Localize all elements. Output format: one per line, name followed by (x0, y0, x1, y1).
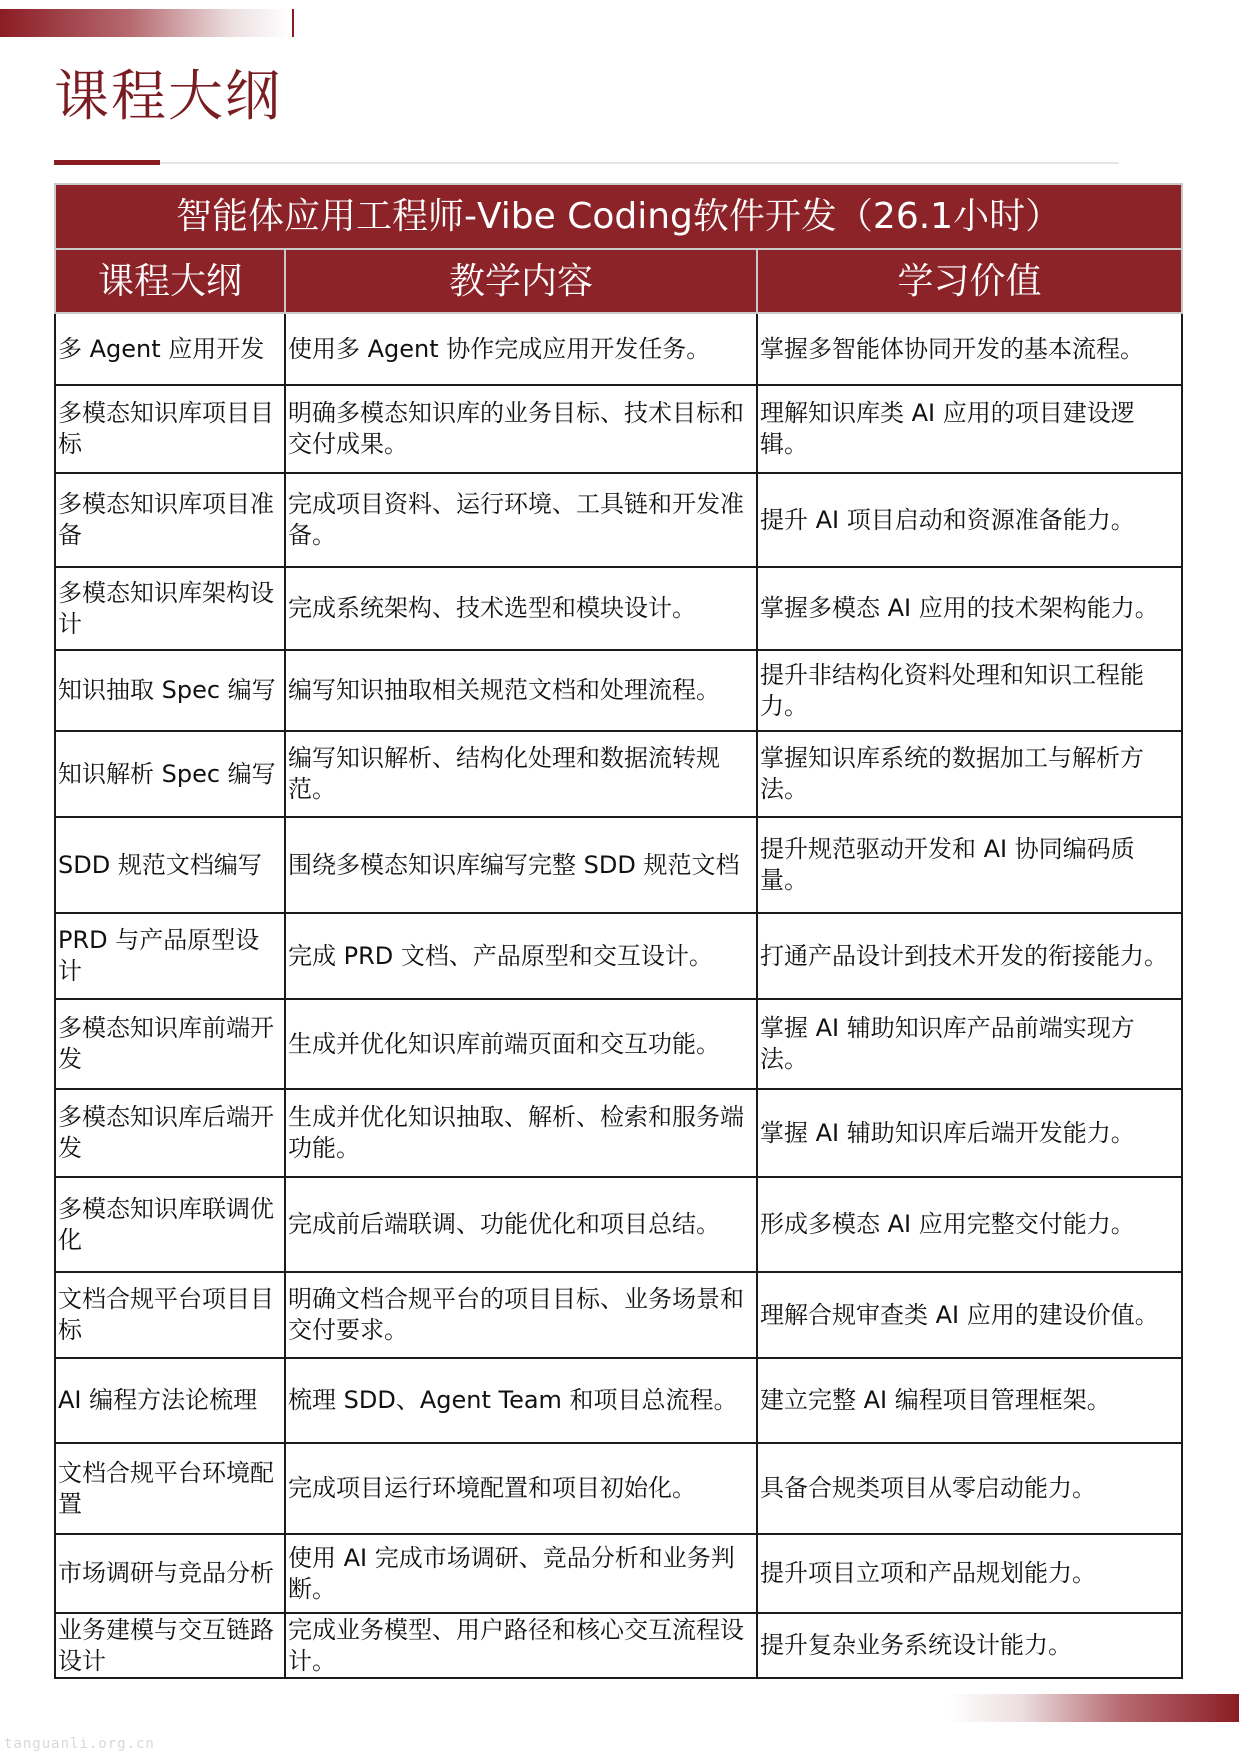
content-cell: 完成前后端联调、功能优化和项目总结。 (285, 1177, 757, 1272)
content-cell: 明确多模态知识库的业务目标、技术目标和交付成果。 (285, 385, 757, 473)
value-cell: 建立完整 AI 编程项目管理框架。 (757, 1358, 1182, 1443)
value-cell: 掌握多模态 AI 应用的技术架构能力。 (757, 567, 1182, 650)
content-cell: 编写知识解析、结构化处理和数据流转规范。 (285, 731, 757, 817)
table-row (55, 650, 1182, 731)
column-header-outline: 课程大纲 (55, 249, 285, 313)
value-cell: 打通产品设计到技术开发的衔接能力。 (757, 913, 1182, 999)
value-cell: 提升项目立项和产品规划能力。 (757, 1534, 1182, 1613)
outline-cell: 多模态知识库后端开发 (55, 1089, 285, 1177)
value-cell: 具备合规类项目从零启动能力。 (757, 1443, 1182, 1534)
table-row (55, 1534, 1182, 1613)
value-cell: 理解知识库类 AI 应用的项目建设逻辑。 (757, 385, 1182, 473)
header-decoration-bar (0, 9, 290, 37)
value-cell: 掌握多智能体协同开发的基本流程。 (757, 313, 1182, 385)
content-cell: 梳理 SDD、Agent Team 和项目总流程。 (285, 1358, 757, 1443)
table-row (55, 1613, 1182, 1678)
page-title: 课程大纲 (54, 64, 283, 128)
table-row (55, 473, 1182, 567)
table-row (55, 1358, 1182, 1443)
value-cell: 提升 AI 项目启动和资源准备能力。 (757, 473, 1182, 567)
table-row (55, 731, 1182, 817)
value-cell: 形成多模态 AI 应用完整交付能力。 (757, 1177, 1182, 1272)
outline-cell: 多模态知识库项目目标 (55, 385, 285, 473)
outline-cell: 知识解析 Spec 编写 (55, 731, 285, 817)
value-cell: 掌握 AI 辅助知识库产品前端实现方法。 (757, 999, 1182, 1089)
value-cell: 提升复杂业务系统设计能力。 (757, 1613, 1182, 1678)
content-cell: 完成系统架构、技术选型和模块设计。 (285, 567, 757, 650)
outline-cell: 多 Agent 应用开发 (55, 313, 285, 385)
table-row (55, 567, 1182, 650)
table-row (55, 1443, 1182, 1534)
outline-cell: 市场调研与竞品分析 (55, 1534, 285, 1613)
content-cell: 编写知识抽取相关规范文档和处理流程。 (285, 650, 757, 731)
column-header-content: 教学内容 (285, 249, 757, 313)
content-cell: 围绕多模态知识库编写完整 SDD 规范文档 (285, 817, 757, 913)
outline-cell: 多模态知识库前端开发 (55, 999, 285, 1089)
title-divider (54, 162, 1119, 164)
content-cell: 完成 PRD 文档、产品原型和交互设计。 (285, 913, 757, 999)
outline-cell: 知识抽取 Spec 编写 (55, 650, 285, 731)
table-row (55, 1272, 1182, 1358)
table-row (55, 385, 1182, 473)
value-cell: 提升规范驱动开发和 AI 协同编码质量。 (757, 817, 1182, 913)
title-divider-accent (54, 160, 160, 165)
content-cell: 完成项目资料、运行环境、工具链和开发准备。 (285, 473, 757, 567)
table-row (55, 313, 1182, 385)
outline-cell: SDD 规范文档编写 (55, 817, 285, 913)
content-cell: 完成项目运行环境配置和项目初始化。 (285, 1443, 757, 1534)
table-header-row (55, 249, 1182, 313)
value-cell: 掌握 AI 辅助知识库后端开发能力。 (757, 1089, 1182, 1177)
value-cell: 掌握知识库系统的数据加工与解析方法。 (757, 731, 1182, 817)
course-outline-table (54, 183, 1183, 1679)
watermark-text: tanguanli.org.cn (4, 1736, 155, 1752)
table-row (55, 817, 1182, 913)
table-row (55, 999, 1182, 1089)
content-cell: 生成并优化知识库前端页面和交互功能。 (285, 999, 757, 1089)
content-cell: 生成并优化知识抽取、解析、检索和服务端功能。 (285, 1089, 757, 1177)
header-decoration-tick (292, 9, 294, 37)
outline-cell: AI 编程方法论梳理 (55, 1358, 285, 1443)
outline-cell: PRD 与产品原型设计 (55, 913, 285, 999)
footer-decoration-bar (948, 1694, 1239, 1722)
table-row (55, 1177, 1182, 1272)
content-cell: 完成业务模型、用户路径和核心交互流程设计。 (285, 1613, 757, 1678)
outline-cell: 多模态知识库架构设计 (55, 567, 285, 650)
value-cell: 提升非结构化资料处理和知识工程能力。 (757, 650, 1182, 731)
content-cell: 使用 AI 完成市场调研、竞品分析和业务判断。 (285, 1534, 757, 1613)
table-row (55, 1089, 1182, 1177)
table-banner-row (55, 184, 1182, 249)
course-banner-title: 智能体应用工程师-Vibe Coding软件开发（26.1小时） (55, 184, 1182, 249)
outline-cell: 文档合规平台环境配置 (55, 1443, 285, 1534)
outline-cell: 业务建模与交互链路设计 (55, 1613, 285, 1678)
column-header-value: 学习价值 (757, 249, 1182, 313)
outline-cell: 多模态知识库项目准备 (55, 473, 285, 567)
outline-cell: 文档合规平台项目目标 (55, 1272, 285, 1358)
content-cell: 明确文档合规平台的项目目标、业务场景和交付要求。 (285, 1272, 757, 1358)
table-row (55, 913, 1182, 999)
value-cell: 理解合规审查类 AI 应用的建设价值。 (757, 1272, 1182, 1358)
outline-cell: 多模态知识库联调优化 (55, 1177, 285, 1272)
content-cell: 使用多 Agent 协作完成应用开发任务。 (285, 313, 757, 385)
